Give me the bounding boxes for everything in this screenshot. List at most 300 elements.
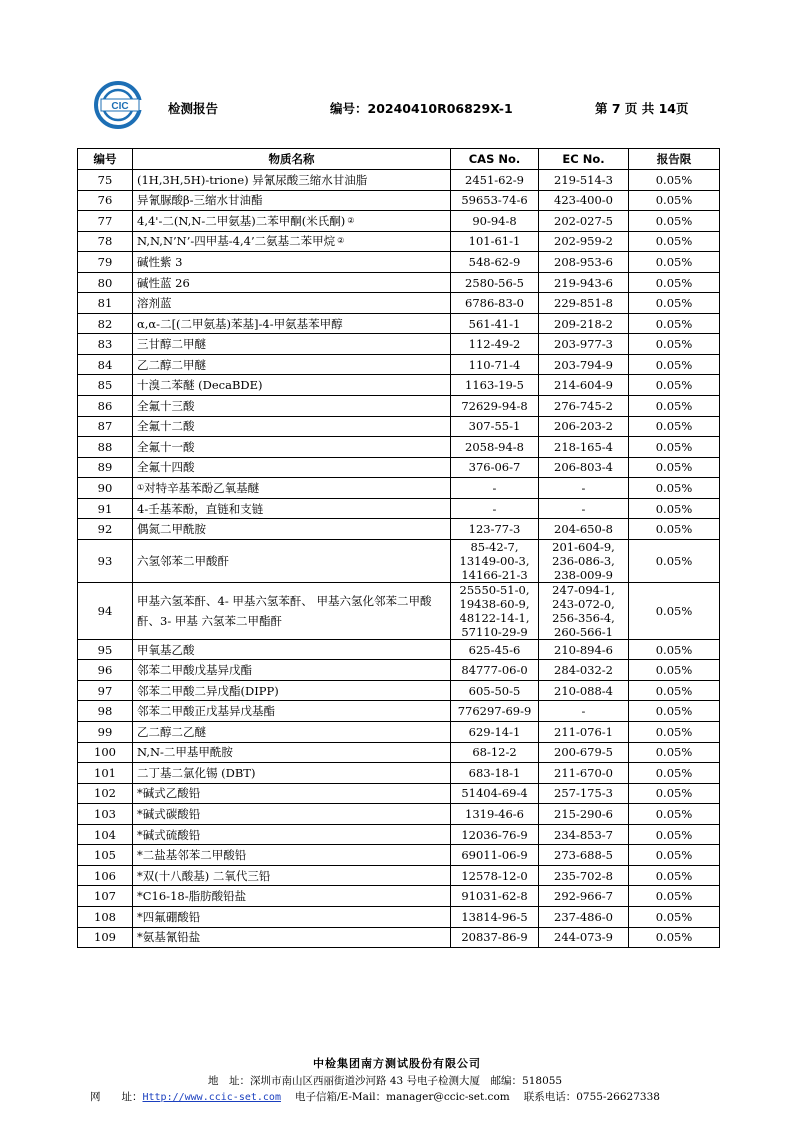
ec-value: 203-794-9 xyxy=(554,357,613,372)
cell-ec-no xyxy=(539,457,629,478)
table-row xyxy=(78,478,720,499)
cell-report-limit: 0.05% xyxy=(629,582,720,639)
table-row xyxy=(78,354,720,375)
footnote-marker: ② xyxy=(347,215,355,225)
cas-value: 2451-62-9 xyxy=(465,172,524,187)
ec-value: 202-959-2 xyxy=(554,234,613,249)
cell-substance-name xyxy=(133,334,451,355)
col-header-ec: EC No. xyxy=(539,149,629,170)
cell-cas-no xyxy=(451,927,539,948)
cell-no: 99 xyxy=(78,722,133,743)
cell-substance-name xyxy=(133,701,451,722)
cell-report-limit: 0.05% xyxy=(629,701,720,722)
ec-value: 257-175-3 xyxy=(554,786,613,801)
cell-substance-name xyxy=(133,437,451,458)
cell-report-limit: 0.05% xyxy=(629,416,720,437)
ec-value: 219-943-6 xyxy=(554,275,613,290)
cell-substance-name xyxy=(133,396,451,417)
cell-ec-no xyxy=(539,354,629,375)
cell-report-limit: 0.05% xyxy=(629,763,720,784)
table-row xyxy=(78,272,720,293)
cell-ec-no xyxy=(539,680,629,701)
cell-no: 87 xyxy=(78,416,133,437)
cell-substance-name xyxy=(133,865,451,886)
substance-name-text: 碱性蓝 26 xyxy=(137,275,190,290)
cell-report-limit: 0.05% xyxy=(629,539,720,582)
ec-value: 206-803-4 xyxy=(554,460,613,475)
cas-value: - xyxy=(492,501,497,516)
cell-report-limit: 0.05% xyxy=(629,272,720,293)
cell-cas-no xyxy=(451,313,539,334)
ec-value: 214-604-9 xyxy=(554,378,613,393)
cell-ec-no xyxy=(539,722,629,743)
cell-report-limit: 0.05% xyxy=(629,742,720,763)
footer-web-link[interactable]: Http://www.ccic-set.com xyxy=(142,1092,281,1103)
cell-no: 78 xyxy=(78,231,133,252)
cas-value: 629-14-1 xyxy=(468,724,521,739)
cell-ec-no xyxy=(539,396,629,417)
ec-value: 211-670-0 xyxy=(554,765,613,780)
ec-value: 204-650-8 xyxy=(554,522,613,537)
cell-ec-no xyxy=(539,437,629,458)
cell-report-limit: 0.05% xyxy=(629,660,720,681)
substance-name-text: 碱性紫 3 xyxy=(137,254,183,269)
cell-report-limit: 0.05% xyxy=(629,170,720,191)
cell-cas-no xyxy=(451,845,539,866)
cell-ec-no xyxy=(539,886,629,907)
table-row xyxy=(78,293,720,314)
substance-name-text: *C16-18-脂肪酸铅盐 xyxy=(137,889,247,904)
cell-substance-name xyxy=(133,416,451,437)
ec-value: 273-688-5 xyxy=(554,848,613,863)
cell-cas-no xyxy=(451,170,539,191)
cas-value: 1163-19-5 xyxy=(465,378,524,393)
cell-substance-name xyxy=(133,582,451,639)
cell-no: 92 xyxy=(78,519,133,540)
cell-cas-no xyxy=(451,886,539,907)
ec-value: 211-076-1 xyxy=(554,724,613,739)
ec-value: 210-894-6 xyxy=(554,642,613,657)
ec-value: 284-032-2 xyxy=(554,663,613,678)
cell-ec-no xyxy=(539,231,629,252)
table-row xyxy=(78,680,720,701)
cas-value: 1319-46-6 xyxy=(465,806,524,821)
cas-value: 561-41-1 xyxy=(468,316,521,331)
cell-substance-name xyxy=(133,804,451,825)
ec-value: 229-851-8 xyxy=(554,296,613,311)
table-row xyxy=(78,701,720,722)
cell-report-limit: 0.05% xyxy=(629,680,720,701)
cas-value: 12578-12-0 xyxy=(461,868,528,883)
cell-no: 102 xyxy=(78,783,133,804)
cell-ec-no xyxy=(539,763,629,784)
cell-no: 107 xyxy=(78,886,133,907)
table-row xyxy=(78,313,720,334)
substance-name-text: 邻苯二甲酸二异戊酯(DIPP) xyxy=(137,683,279,698)
cell-no: 81 xyxy=(78,293,133,314)
cell-cas-no xyxy=(451,478,539,499)
cell-cas-no xyxy=(451,354,539,375)
cell-cas-no xyxy=(451,519,539,540)
cas-value: 605-50-5 xyxy=(468,683,521,698)
table-row xyxy=(78,457,720,478)
cell-cas-no xyxy=(451,416,539,437)
footnote-marker: ① xyxy=(137,482,145,492)
substance-name-text: 全氟十三酸 xyxy=(137,398,195,413)
table-row xyxy=(78,582,720,639)
substance-name-text: 邻苯二甲酸戊基异戊酯 xyxy=(137,663,252,678)
cell-no: 93 xyxy=(78,539,133,582)
footer-address: 地 址：深圳市南山区西丽街道沙河路 43 号电子检测大厦 邮编：518055 xyxy=(208,1075,563,1087)
footer-company: 中检集团南方测试股份有限公司 xyxy=(313,1057,481,1070)
cell-cas-no xyxy=(451,582,539,639)
table-row xyxy=(78,865,720,886)
table-row xyxy=(78,660,720,681)
cell-no: 98 xyxy=(78,701,133,722)
cell-report-limit: 0.05% xyxy=(629,293,720,314)
cell-no: 76 xyxy=(78,190,133,211)
cas-value: 110-71-4 xyxy=(468,357,521,372)
cell-cas-no xyxy=(451,437,539,458)
footer-contact xyxy=(90,1089,660,1104)
substance-name-text: α,α-二[(二甲氨基)苯基]-4-甲氨基苯甲醇 xyxy=(137,316,343,331)
cell-no: 89 xyxy=(78,457,133,478)
table-row xyxy=(78,804,720,825)
substance-name-text: 异氰脲酸β-三缩水甘油酯 xyxy=(137,193,263,208)
col-header-name: 物质名称 xyxy=(133,149,451,170)
ec-value: 201-604-9, xyxy=(552,539,615,554)
cell-cas-no xyxy=(451,639,539,660)
cell-no: 103 xyxy=(78,804,133,825)
ec-value: 276-745-2 xyxy=(554,398,613,413)
substance-name-text: 乙二醇二甲醚 xyxy=(137,357,206,372)
cell-report-limit: 0.05% xyxy=(629,927,720,948)
company-logo xyxy=(93,80,151,130)
substance-name-text: 4,4'-二(N,N-二甲氨基)二苯甲酮(米氏酮) xyxy=(137,213,346,228)
cas-value: 14166-21-3 xyxy=(461,567,528,582)
substance-name-text: 乙二醇二乙醚 xyxy=(137,724,206,739)
cell-ec-no xyxy=(539,334,629,355)
cell-substance-name xyxy=(133,519,451,540)
ec-value: 247-094-1, xyxy=(552,582,615,597)
table-row xyxy=(78,763,720,784)
table-row xyxy=(78,639,720,660)
cell-ec-no xyxy=(539,211,629,232)
cell-cas-no xyxy=(451,763,539,784)
substance-name-text: *双(十八酸基) 二氧代三铅 xyxy=(137,868,271,883)
cell-ec-no xyxy=(539,701,629,722)
substance-name-text: 三甘醇二甲醚 xyxy=(137,337,206,352)
cell-substance-name xyxy=(133,742,451,763)
cas-value: 625-45-6 xyxy=(468,642,521,657)
cell-cas-no xyxy=(451,457,539,478)
cell-substance-name xyxy=(133,639,451,660)
cas-value: 2580-56-5 xyxy=(465,275,524,290)
substance-name-text: 甲基六氢苯酐、4- 甲基六氢苯酐、 甲基六氢化邻苯二甲酸酐、3- 甲基 六氢苯二甲酯酐 xyxy=(137,593,432,628)
substance-name-text: 全氟十一酸 xyxy=(137,439,195,454)
cell-cas-no xyxy=(451,660,539,681)
cell-report-limit: 0.05% xyxy=(629,396,720,417)
cell-cas-no xyxy=(451,252,539,273)
ec-value: 256-356-4, xyxy=(552,610,615,625)
cell-report-limit: 0.05% xyxy=(629,498,720,519)
cell-ec-no xyxy=(539,639,629,660)
cell-report-limit: 0.05% xyxy=(629,865,720,886)
cell-cas-no xyxy=(451,231,539,252)
cas-value: 6786-83-0 xyxy=(465,296,524,311)
ec-value: 243-072-0, xyxy=(552,596,615,611)
cell-report-limit: 0.05% xyxy=(629,313,720,334)
report-number: 编号：20240410R06829X-1 xyxy=(330,101,513,116)
cas-value: 101-61-1 xyxy=(468,234,521,249)
cell-report-limit: 0.05% xyxy=(629,375,720,396)
footer-email: 电子信箱/E-Mail：manager@ccic-set.com xyxy=(294,1091,510,1103)
substance-name-text: 全氟十四酸 xyxy=(137,460,195,475)
table-row xyxy=(78,416,720,437)
ec-value: 218-165-4 xyxy=(554,439,613,454)
cell-report-limit: 0.05% xyxy=(629,354,720,375)
cas-value: 776297-69-9 xyxy=(457,704,532,719)
footer-web-label: 网 址： xyxy=(90,1091,143,1103)
cell-substance-name xyxy=(133,313,451,334)
substance-name-text: 邻苯二甲酸正戊基异戊基酯 xyxy=(137,704,275,719)
cell-report-limit: 0.05% xyxy=(629,639,720,660)
cell-substance-name xyxy=(133,375,451,396)
cas-value: 25550-51-0, xyxy=(459,582,530,597)
cas-value: 112-49-2 xyxy=(468,337,521,352)
cell-report-limit: 0.05% xyxy=(629,906,720,927)
table-row xyxy=(78,539,720,582)
cell-substance-name xyxy=(133,927,451,948)
cas-value: 307-55-1 xyxy=(468,419,521,434)
substance-name-text: 全氟十二酸 xyxy=(137,419,195,434)
footer-phone: 联系电话：0755-26627338 xyxy=(523,1091,660,1103)
cas-value: 19438-60-9, xyxy=(459,596,530,611)
cell-ec-no xyxy=(539,375,629,396)
cell-cas-no xyxy=(451,680,539,701)
cell-ec-no xyxy=(539,927,629,948)
cell-substance-name xyxy=(133,190,451,211)
table-row xyxy=(78,211,720,232)
cell-substance-name xyxy=(133,845,451,866)
cell-no: 96 xyxy=(78,660,133,681)
cas-value: 683-18-1 xyxy=(468,765,521,780)
cell-no: 100 xyxy=(78,742,133,763)
cas-value: 84777-06-0 xyxy=(461,663,528,678)
table-row xyxy=(78,824,720,845)
cell-cas-no xyxy=(451,498,539,519)
table-row xyxy=(78,927,720,948)
cell-substance-name xyxy=(133,539,451,582)
cell-report-limit: 0.05% xyxy=(629,845,720,866)
substance-name-text: 4-壬基苯酚，直链和支链 xyxy=(137,501,264,516)
cell-ec-no xyxy=(539,498,629,519)
ec-value: 235-702-8 xyxy=(554,868,613,883)
cell-cas-no xyxy=(451,906,539,927)
cell-ec-no xyxy=(539,804,629,825)
cell-report-limit: 0.05% xyxy=(629,804,720,825)
page-indicator: 第 7 页 共 14页 xyxy=(595,101,689,116)
cas-value: 2058-94-8 xyxy=(465,439,524,454)
cell-no: 75 xyxy=(78,170,133,191)
cell-ec-no xyxy=(539,478,629,499)
cas-value: 13149-00-3, xyxy=(459,553,530,568)
cell-report-limit: 0.05% xyxy=(629,190,720,211)
cell-ec-no xyxy=(539,906,629,927)
substance-name-text: N,N-二甲基甲酰胺 xyxy=(137,745,233,760)
cell-cas-no xyxy=(451,742,539,763)
cas-value: 48122-14-1, xyxy=(459,610,530,625)
cell-substance-name xyxy=(133,906,451,927)
cell-no: 91 xyxy=(78,498,133,519)
table-row xyxy=(78,231,720,252)
cell-no: 90 xyxy=(78,478,133,499)
ec-value: 244-073-9 xyxy=(554,930,613,945)
substance-name-text: 十溴二苯醚 (DecaBDE) xyxy=(137,378,263,393)
cell-substance-name xyxy=(133,252,451,273)
ec-value: 209-218-2 xyxy=(554,316,613,331)
cell-cas-no xyxy=(451,375,539,396)
cas-value: 123-77-3 xyxy=(468,522,521,537)
cas-value: 85-42-7, xyxy=(470,539,519,554)
substance-name-text: 溶剂蓝 xyxy=(137,296,172,311)
cas-value: 12036-76-9 xyxy=(461,827,528,842)
cell-cas-no xyxy=(451,334,539,355)
table-row xyxy=(78,252,720,273)
ec-value: - xyxy=(581,480,586,495)
cell-report-limit: 0.05% xyxy=(629,783,720,804)
cell-cas-no xyxy=(451,804,539,825)
substance-name-text: *碱式碳酸铅 xyxy=(137,806,201,821)
cell-no: 94 xyxy=(78,582,133,639)
substance-name-text: N,N,N’N’-四甲基-4,4’二氨基二苯甲烷 xyxy=(137,234,336,249)
cell-ec-no xyxy=(539,416,629,437)
cell-no: 106 xyxy=(78,865,133,886)
cell-no: 82 xyxy=(78,313,133,334)
cell-no: 109 xyxy=(78,927,133,948)
cas-value: 57110-29-9 xyxy=(461,624,528,639)
ec-value: 423-400-0 xyxy=(554,193,613,208)
logo-text: CIC xyxy=(111,101,129,112)
cell-ec-no xyxy=(539,539,629,582)
cell-report-limit: 0.05% xyxy=(629,457,720,478)
ec-value: - xyxy=(581,501,586,516)
table-row xyxy=(78,783,720,804)
report-title: 检测报告 xyxy=(168,101,219,116)
table-row xyxy=(78,742,720,763)
ec-value: 208-953-6 xyxy=(554,254,613,269)
cas-value: - xyxy=(492,480,497,495)
ec-value: 219-514-3 xyxy=(554,172,613,187)
ec-value: 234-853-7 xyxy=(554,827,613,842)
cell-ec-no xyxy=(539,824,629,845)
table-row xyxy=(78,886,720,907)
cell-report-limit: 0.05% xyxy=(629,437,720,458)
table-row xyxy=(78,906,720,927)
table-row xyxy=(78,334,720,355)
cell-substance-name xyxy=(133,272,451,293)
cas-value: 51404-69-4 xyxy=(461,786,528,801)
ec-value: 237-486-0 xyxy=(554,909,613,924)
substance-name-text: *二盐基邻苯二甲酸铅 xyxy=(137,848,247,863)
table-row xyxy=(78,498,720,519)
cell-report-limit: 0.05% xyxy=(629,334,720,355)
cell-no: 95 xyxy=(78,639,133,660)
ec-value: 202-027-5 xyxy=(554,213,613,228)
col-header-limit: 报告限 xyxy=(629,149,720,170)
cell-cas-no xyxy=(451,865,539,886)
cell-no: 80 xyxy=(78,272,133,293)
table-row xyxy=(78,396,720,417)
cell-substance-name xyxy=(133,457,451,478)
cell-substance-name xyxy=(133,886,451,907)
cell-substance-name xyxy=(133,660,451,681)
cell-cas-no xyxy=(451,824,539,845)
cas-value: 69011-06-9 xyxy=(461,848,528,863)
substance-name-text: *四氟硼酸铅 xyxy=(137,909,201,924)
cell-no: 101 xyxy=(78,763,133,784)
cell-substance-name xyxy=(133,722,451,743)
cas-value: 90-94-8 xyxy=(472,213,517,228)
cas-value: 13814-96-5 xyxy=(461,909,528,924)
cell-no: 86 xyxy=(78,396,133,417)
table-row xyxy=(78,170,720,191)
cell-no: 108 xyxy=(78,906,133,927)
cell-substance-name xyxy=(133,293,451,314)
cell-substance-name xyxy=(133,211,451,232)
cell-no: 77 xyxy=(78,211,133,232)
cell-ec-no xyxy=(539,293,629,314)
ec-value: 238-009-9 xyxy=(554,567,613,582)
table-row xyxy=(78,722,720,743)
cell-ec-no xyxy=(539,313,629,334)
substance-name-text: 对特辛基苯酚乙氧基醚 xyxy=(144,480,260,495)
table-header-row xyxy=(78,149,720,170)
cell-ec-no xyxy=(539,252,629,273)
cell-cas-no xyxy=(451,539,539,582)
cell-report-limit: 0.05% xyxy=(629,252,720,273)
substance-name-text: 偶氮二甲酰胺 xyxy=(137,522,206,537)
cell-no: 79 xyxy=(78,252,133,273)
cell-substance-name xyxy=(133,824,451,845)
cell-report-limit: 0.05% xyxy=(629,478,720,499)
cell-cas-no xyxy=(451,396,539,417)
substance-name-text: 甲氧基乙酸 xyxy=(137,642,195,657)
ec-value: 215-290-6 xyxy=(554,806,613,821)
cas-value: 548-62-9 xyxy=(468,254,521,269)
cell-report-limit: 0.05% xyxy=(629,231,720,252)
cell-substance-name xyxy=(133,680,451,701)
cas-value: 68-12-2 xyxy=(472,745,517,760)
cell-ec-no xyxy=(539,783,629,804)
cell-cas-no xyxy=(451,190,539,211)
cell-substance-name xyxy=(133,783,451,804)
ec-value: 236-086-3, xyxy=(552,553,615,568)
substance-table xyxy=(77,148,720,948)
cell-ec-no xyxy=(539,582,629,639)
table-row xyxy=(78,375,720,396)
substance-name-text: 二丁基二氯化锡 (DBT) xyxy=(137,765,256,780)
cell-substance-name xyxy=(133,354,451,375)
substance-name-text: *碱式乙酸铅 xyxy=(137,786,201,801)
table-row xyxy=(78,519,720,540)
cas-value: 91031-62-8 xyxy=(461,889,528,904)
cell-substance-name xyxy=(133,763,451,784)
cas-value: 59653-74-6 xyxy=(461,193,528,208)
ec-value: 200-679-5 xyxy=(554,745,613,760)
cell-no: 83 xyxy=(78,334,133,355)
ec-value: - xyxy=(581,704,586,719)
